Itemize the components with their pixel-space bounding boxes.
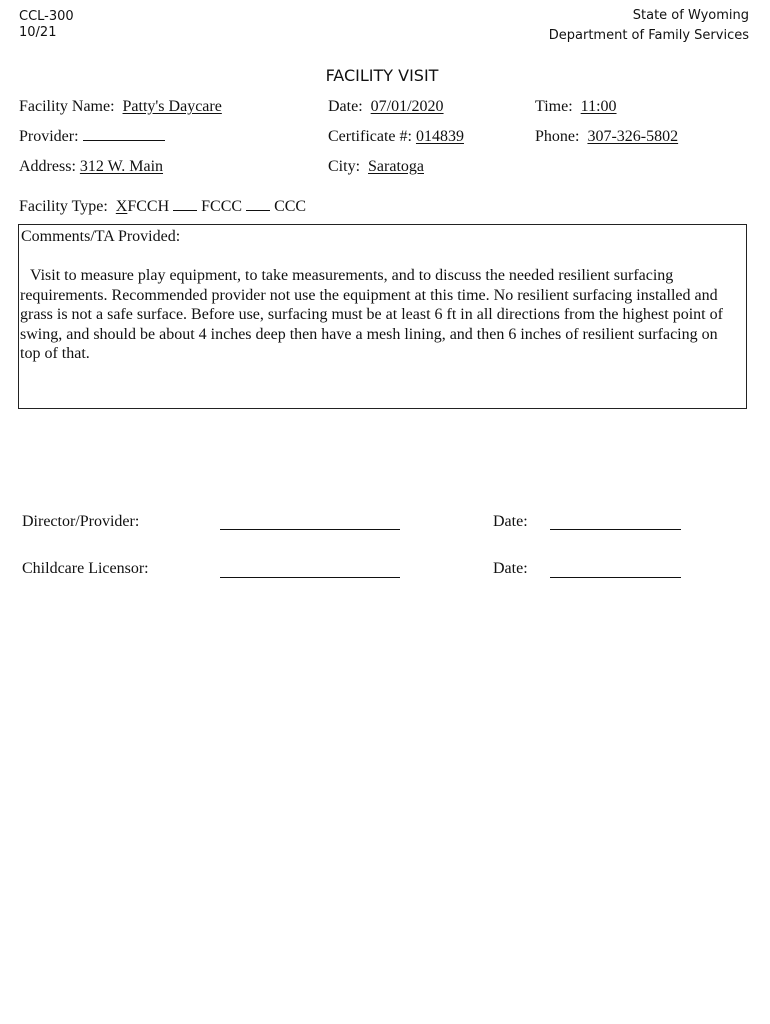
phone-label: Phone: (535, 128, 580, 145)
form-revision-date: 10/21 (19, 25, 57, 40)
visit-date-field (328, 97, 444, 117)
city-label: City: (328, 158, 361, 175)
certificate-value: 014839 (415, 128, 464, 145)
facility-name-value: Patty's Daycare (122, 98, 222, 115)
city-field (328, 157, 424, 177)
address-label: Address: (19, 158, 76, 175)
licensor-date-line (550, 577, 681, 578)
city-value: Saratoga (368, 158, 424, 175)
form-code: CCL-300 (19, 9, 74, 24)
provider-field (19, 127, 165, 147)
director-date-line (550, 529, 681, 530)
visit-date-value: 07/01/2020 (370, 98, 444, 115)
visit-time-label: Time: (535, 98, 573, 115)
address-value: 312 W. Main (79, 158, 164, 175)
facility-type-option-ccc: CCC (274, 198, 307, 215)
facility-type-field (19, 197, 306, 217)
facility-name-label: Facility Name: (19, 98, 115, 115)
director-signature-line (220, 529, 400, 530)
childcare-licensor-label: Childcare Licensor: (22, 560, 149, 577)
certificate-label: Certificate #: (328, 128, 412, 145)
provider-blank-line (83, 127, 165, 141)
agency-block (549, 6, 749, 46)
certificate-field (328, 127, 464, 147)
address-field (19, 157, 163, 177)
facility-type-blank-ccc (246, 197, 270, 211)
phone-field (535, 127, 678, 147)
facility-type-blank-fccc (173, 197, 197, 211)
director-provider-label: Director/Provider: (22, 513, 140, 530)
visit-time-value: 11:00 (580, 98, 617, 115)
director-date-label: Date: (493, 513, 528, 530)
comments-text: Visit to measure play equipment, to take measurements, and to discuss the needed resilient surfacing requirements. Recommended provider not use the equipment at this time. No resilient surfacing installed and grass is not a safe surface. Before use, surfacing must be at least 6 ft in all directions from the highest point of swing, and should be about 4 inches deep then have a mesh lining, and then 6 inches of resilient surfacing on top of that. (20, 267, 723, 362)
provider-label: Provider: (19, 128, 79, 145)
comments-label: Comments/TA Provided: (21, 228, 181, 245)
state-name: State of Wyoming (632, 8, 749, 23)
facility-type-label: Facility Type: (19, 198, 108, 215)
visit-time-field (535, 97, 617, 117)
visit-date-label: Date: (328, 98, 363, 115)
facility-type-selected-mark: X (115, 198, 128, 215)
phone-value: 307-326-5802 (587, 128, 679, 145)
page-title: FACILITY VISIT (325, 66, 439, 85)
facility-name-field (19, 97, 222, 117)
comments-box (18, 224, 747, 409)
department-name: Department of Family Services (548, 28, 749, 43)
facility-type-option-fcch: FCCH (127, 198, 170, 215)
licensor-signature-line (220, 577, 400, 578)
facility-type-option-fccc: FCCC (201, 198, 243, 215)
form-code-block (19, 9, 74, 41)
licensor-date-label: Date: (493, 560, 528, 577)
